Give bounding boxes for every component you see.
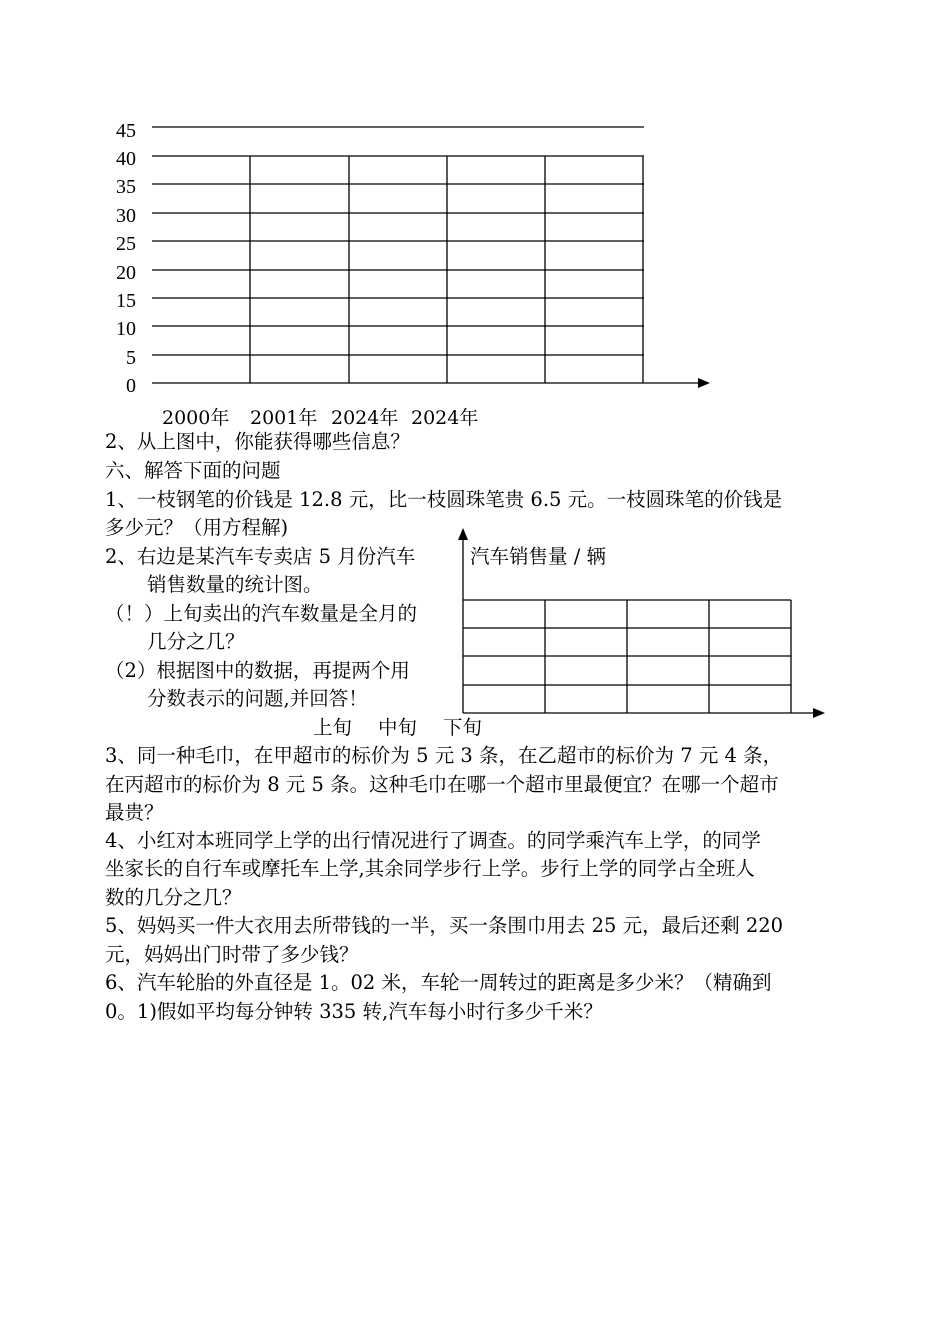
question-line: 坐家长的自行车或摩托车上学,其余同学步行上学。步行上学的同学占全班人 (105, 857, 755, 880)
question-line: 6、汽车轮胎的外直径是 1。02 米，车轮一周转过的距离是多少米？（精确到 (105, 971, 772, 994)
y-axis-arrow (458, 528, 468, 540)
question-line: 元，妈妈出门时带了多少钱？ (105, 943, 359, 966)
question-line: 在丙超市的标价为 8 元 5 条。这种毛巾在哪一个超市里最便宜？在哪一个超市 (105, 773, 779, 796)
question-line: 多少元？（用方程解) (105, 516, 289, 539)
x-category-label: 中旬 (378, 716, 418, 739)
x-category-label: 2001年 (250, 407, 318, 429)
y-tick-label: 10 (116, 318, 136, 340)
question-line: 数的几分之几？ (105, 886, 242, 909)
x-category-label: 2000年 (162, 407, 230, 429)
y-tick-label: 25 (116, 233, 136, 255)
chart-2-y-label: 汽车销售量 / 辆 (470, 545, 606, 568)
x-category-label: 下旬 (443, 716, 483, 739)
question-line: 分数表示的问题,并回答！ (147, 687, 368, 710)
question-line: 销售数量的统计图。 (147, 573, 323, 596)
question-line: 1、一枝钢笔的价钱是 12.8 元，比一枝圆珠笔贵 6.5 元。一枝圆珠笔的价钱是 (105, 488, 783, 511)
question-line: 3、同一种毛巾，在甲超市的标价为 5 元 3 条，在乙超市的标价为 7 元 4 条， (105, 744, 783, 767)
y-tick-label: 30 (116, 205, 136, 227)
section-heading: 六、解答下面的问题 (105, 459, 281, 482)
y-tick-label: 5 (126, 347, 136, 369)
question-line: 几分之几？ (147, 630, 245, 653)
x-category-label: 2024年 (411, 407, 479, 429)
y-tick-label: 40 (116, 148, 136, 170)
x-axis-arrow (813, 708, 825, 718)
y-tick-label: 45 (116, 120, 136, 142)
y-tick-label: 35 (116, 176, 136, 198)
y-tick-label: 20 (116, 262, 136, 284)
question-line: 4、小红对本班同学上学的出行情况进行了调查。的同学乘汽车上学，的同学 (105, 829, 761, 852)
question-line: 5、妈妈买一件大衣用去所带钱的一半，买一条围巾用去 25 元，最后还剩 220 (105, 914, 784, 937)
question-line: 最贵？ (105, 801, 164, 824)
question-line: 2、从上图中，你能获得哪些信息？ (105, 430, 410, 453)
question-line: 0。1)假如平均每分钟转 335 转,汽车每小时行多少千米？ (105, 1000, 603, 1023)
x-category-label: 2024年 (331, 407, 399, 429)
x-category-label: 上旬 (313, 716, 353, 739)
question-line: 2、右边是某汽车专卖店 5 月份汽车 (105, 545, 416, 568)
question-line: （2）根据图中的数据，再提两个用 (105, 659, 410, 682)
y-tick-label: 15 (116, 290, 136, 312)
y-tick-label: 0 (126, 375, 136, 397)
question-line: （！）上旬卖出的汽车数量是全月的 (105, 602, 418, 625)
